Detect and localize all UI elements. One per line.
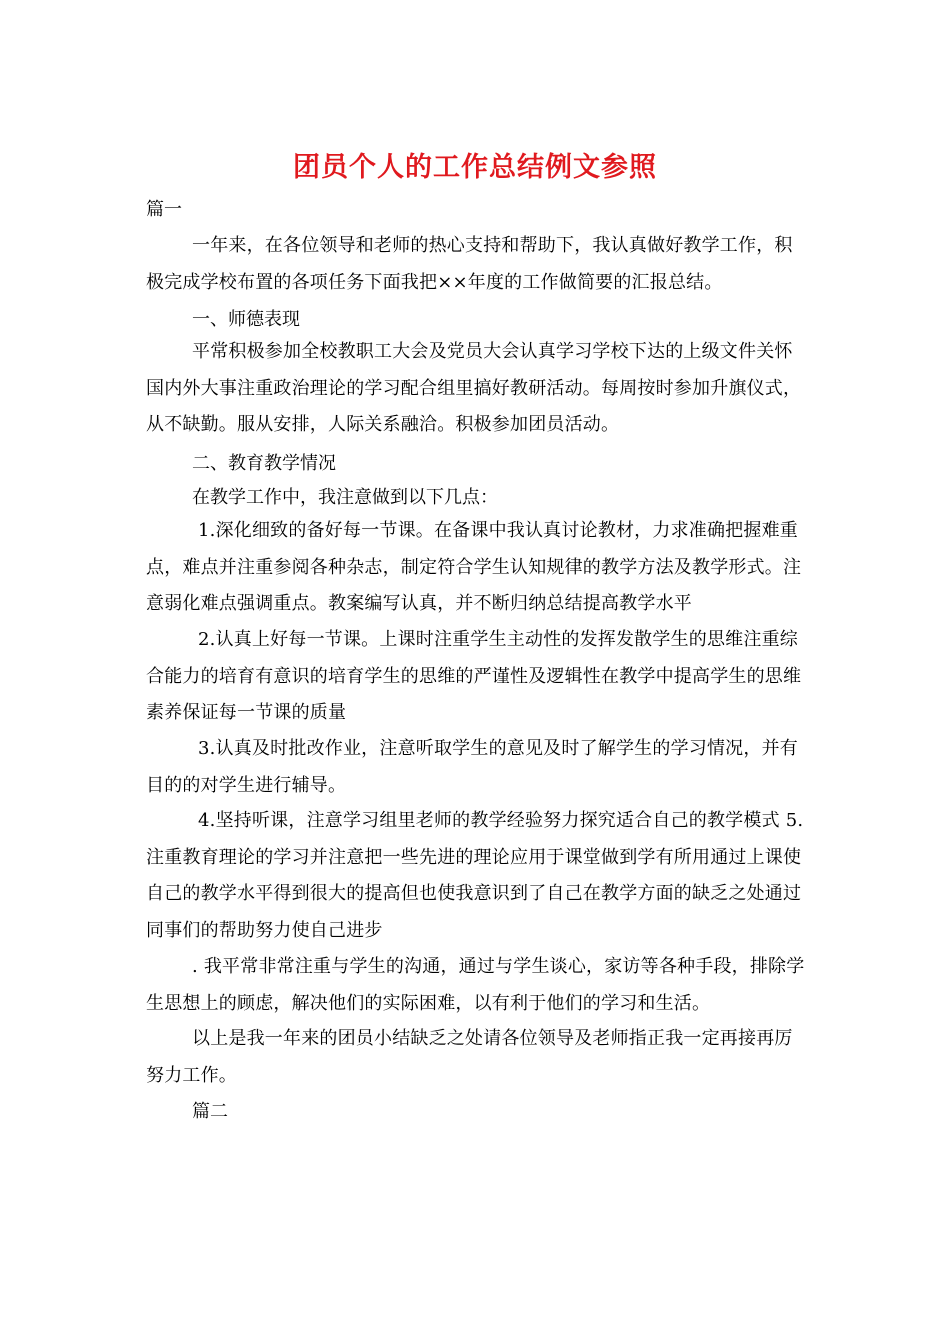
teaching-intro: 在教学工作中，我注意做到以下几点： [192, 487, 498, 508]
heading-ethics: 一、师德表现 [192, 309, 300, 330]
document-title: 团员个人的工作总结例文参照 [293, 152, 657, 183]
point-3-paragraph: 3.认真及时批改作业，注意听取学生的意见及时了解学生的学习情况，并有目的的对学生进行辅导。 [146, 738, 798, 796]
section-label-2: 篇二 [192, 1101, 228, 1122]
heading-teaching: 二、教育教学情况 [192, 453, 336, 474]
point-2-paragraph: 2.认真上好每一节课。上课时注重学生主动性的发挥发散学生的思维注重综合能力的培育有意识的培育学生的思维的严谨性及逻辑性在教学中提高学生的思维素养保证每一节课的质量 [146, 629, 802, 723]
point-1-paragraph: 1.深化细致的备好每一节课。在备课中我认真讨论教材，力求准确把握难重点，难点并注重参阅各种杂志，制定符合学生认知规律的教学方法及教学形式。注意弱化难点强调重点。教案编写认真，并不断归纳总结提高教学水平 [146, 520, 802, 614]
conclusion-paragraph: 以上是我一年来的团员小结缺乏之处请各位领导及老师指正我一定再接再厉努力工作。 [146, 1028, 793, 1086]
ethics-paragraph: 平常积极参加全校教职工大会及党员大会认真学习学校下达的上级文件关怀国内外大事注重政治理论的学习配合组里搞好教研活动。每周按时参加升旗仪式，从不缺勤。服从安排，人际关系融洽。积极参加团员活动。 [146, 341, 802, 435]
section-label-1: 篇一 [146, 199, 182, 220]
intro-paragraph: 一年来，在各位领导和老师的热心支持和帮助下，我认真做好教学工作，积极完成学校布置的各项任务下面我把××年度的工作做简要的汇报总结。 [146, 235, 793, 293]
point-4-5-paragraph: 4.坚持听课，注意学习组里老师的教学经验努力探究适合自己的教学模式 5.注重教育理论的学习并注意把一些先进的理论应用于课堂做到学有所用通过上课使自己的教学水平得到很大的提高但也使我意识到了自己在教学方面的缺乏之处通过同事们的帮助努力使自己进步 [146, 810, 804, 941]
point-6-paragraph: . 我平常非常注重与学生的沟通，通过与学生谈心，家访等各种手段，排除学生思想上的顾虑，解决他们的实际困难，以有利于他们的学习和生活。 [146, 956, 805, 1014]
